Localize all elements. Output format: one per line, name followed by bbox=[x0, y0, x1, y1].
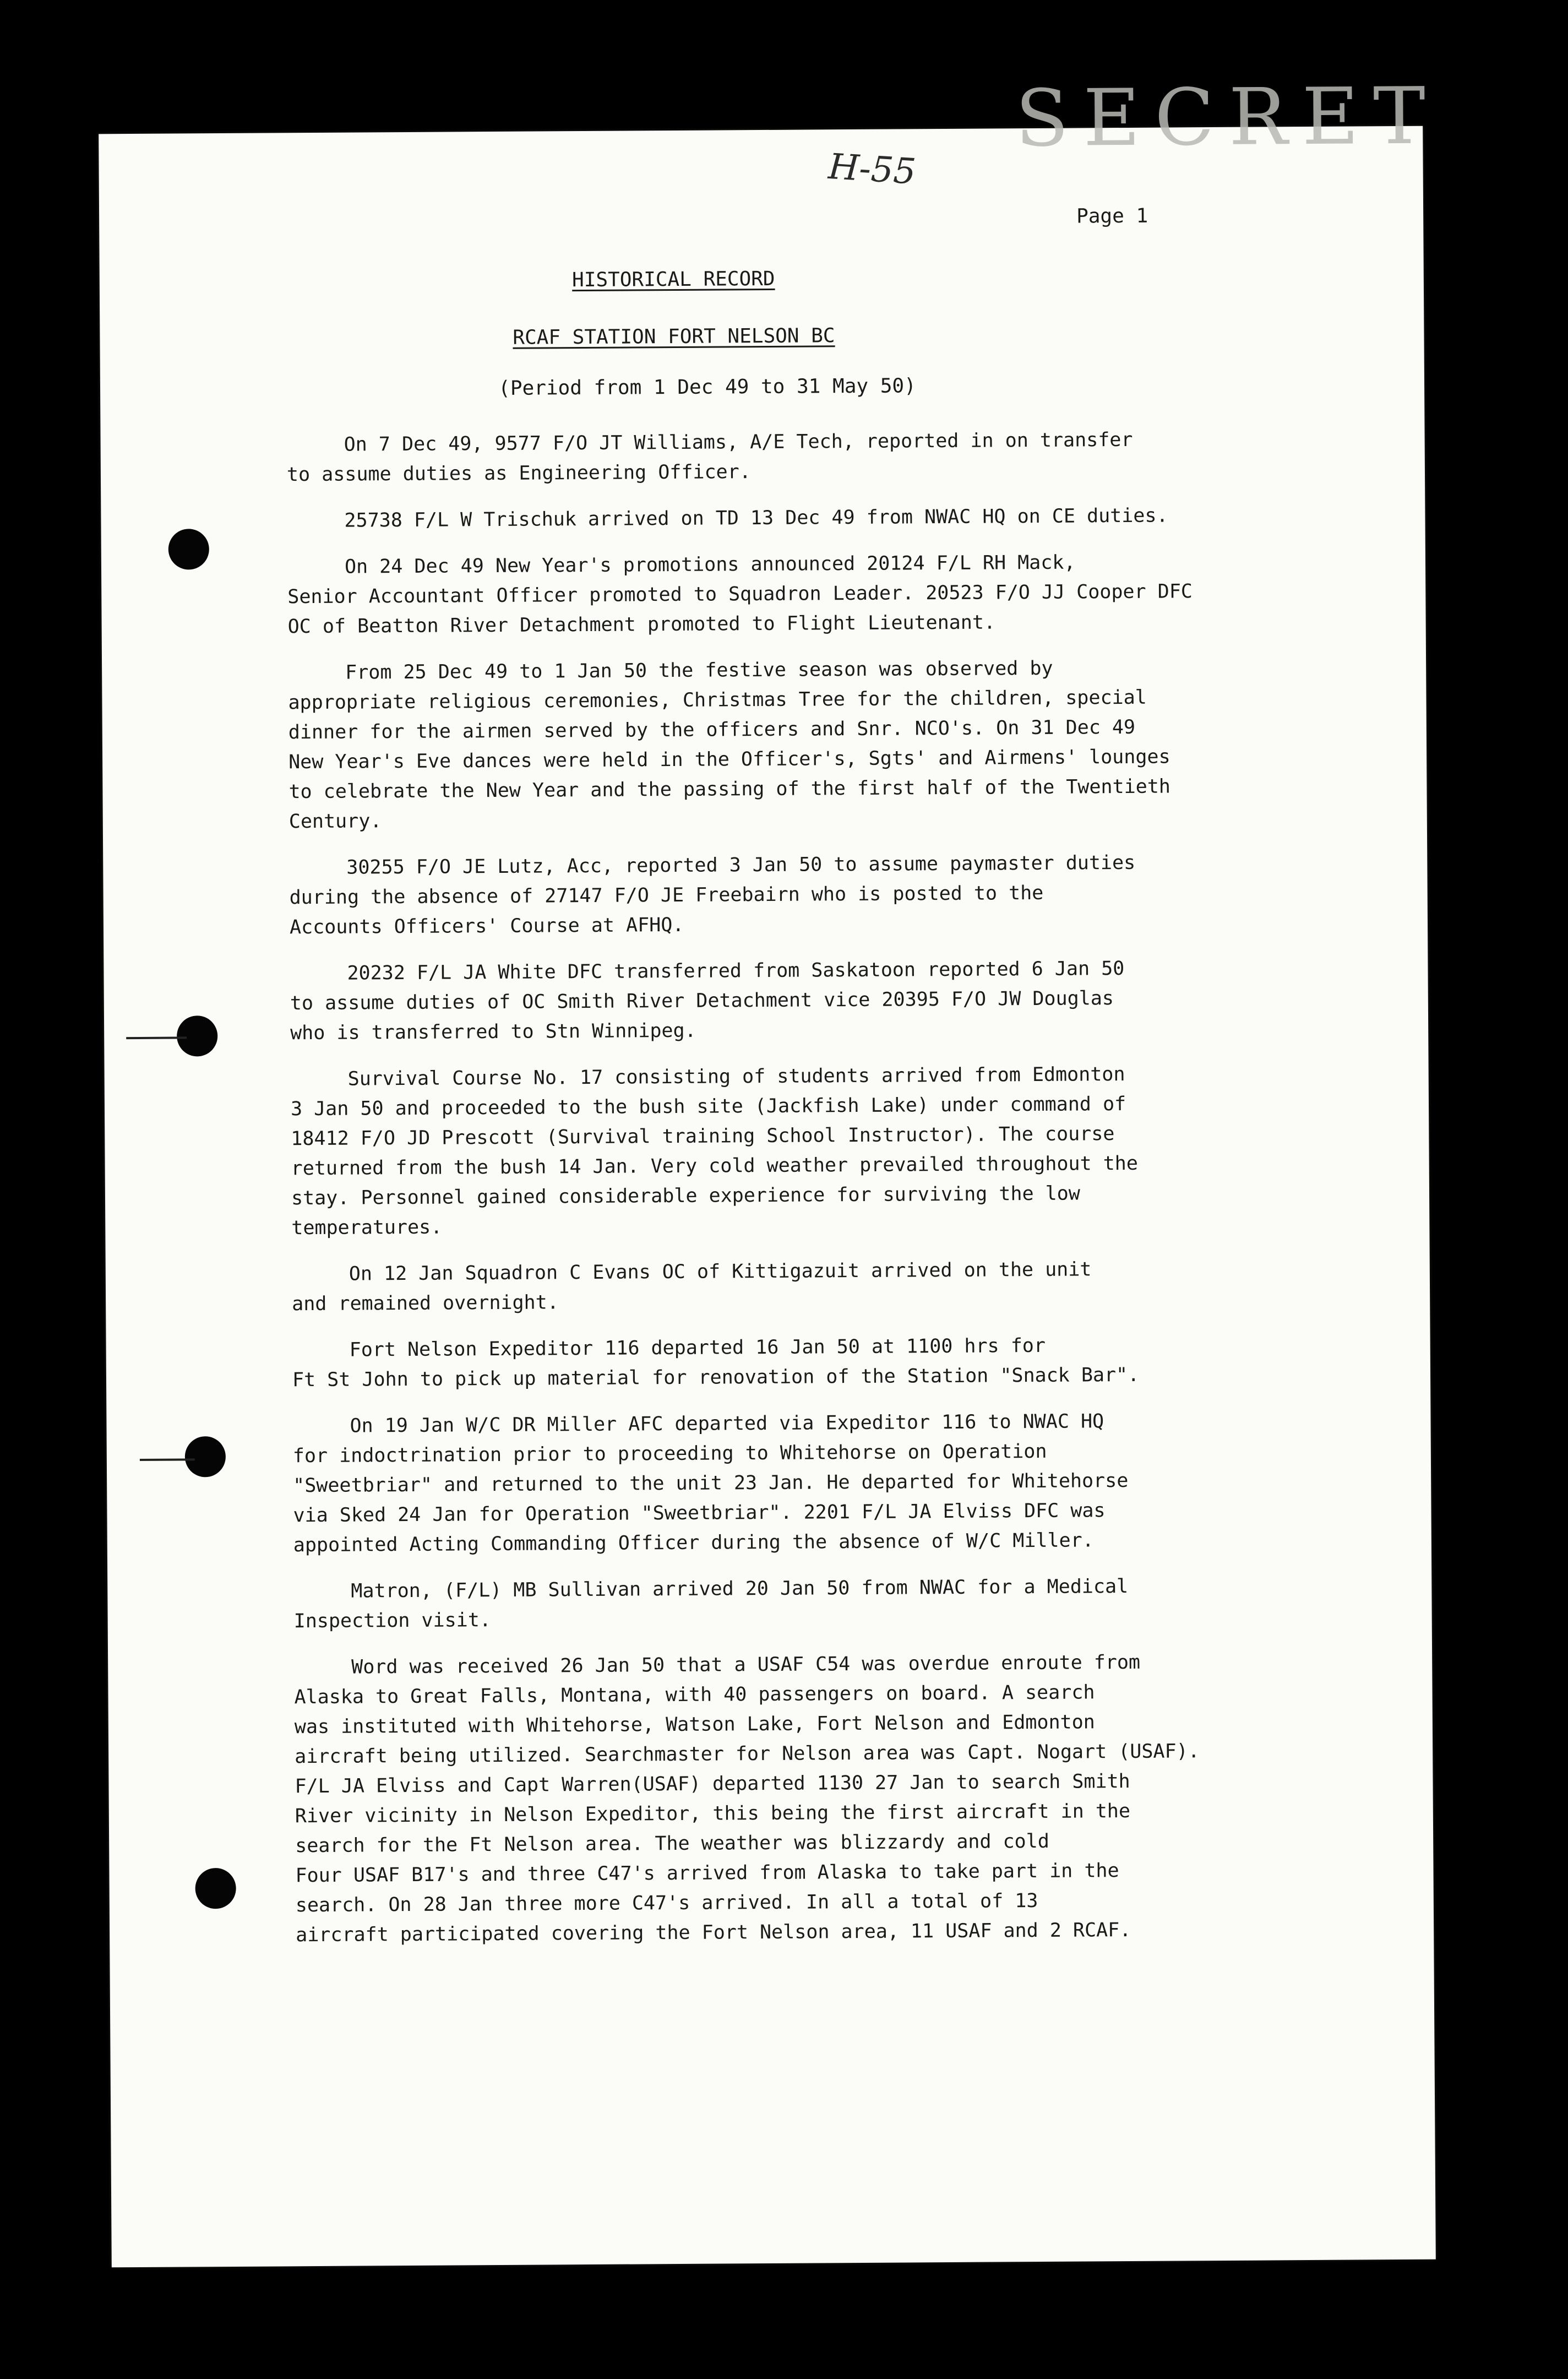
paragraph-line: to assume duties of OC Smith River Detachment vice 20395 F/O JW Douglas bbox=[290, 987, 1114, 1015]
paragraph-line: stay. Personnel gained considerable experience for surviving the low bbox=[291, 1182, 1080, 1210]
paragraph-line: Fort Nelson Expeditor 116 departed 16 Jan 50 at 1100 hrs for bbox=[349, 1334, 1046, 1361]
document-page bbox=[99, 70, 1440, 2268]
paragraph-line: 25738 F/L W Trischuk arrived on TD 13 Dec 49 from NWAC HQ on CE duties. bbox=[344, 504, 1168, 532]
paragraph-line: Inspection visit. bbox=[293, 1609, 492, 1633]
paragraph-line: "Sweetbriar" and returned to the unit 23 Jan. He departed for Whitehorse bbox=[293, 1470, 1129, 1497]
handwritten-file-number: H-55 bbox=[827, 146, 917, 193]
paragraph-line: River vicinity in Nelson Expeditor, this being the first aircraft in the bbox=[295, 1800, 1131, 1828]
paragraph-line: during the absence of 27147 F/O JE Freebairn who is posted to the bbox=[289, 882, 1044, 909]
paragraph-line: OC of Beatton River Detachment promoted to Flight Lieutenant. bbox=[287, 611, 996, 638]
punch-hole-2 bbox=[177, 1015, 217, 1056]
paragraph-line: From 25 Dec 49 to 1 Jan 50 the festive season was observed by bbox=[345, 657, 1053, 684]
record-paragraph bbox=[287, 546, 1334, 642]
record-paragraph bbox=[288, 652, 1335, 837]
paragraph-line: aircraft being utilized. Searchmaster for Nelson area was Capt. Nogart (USAF). bbox=[295, 1740, 1200, 1768]
record-paragraph bbox=[289, 847, 1336, 943]
station-heading-text: RCAF STATION FORT NELSON BC bbox=[513, 324, 835, 349]
paragraph-line: search. On 28 Jan three more C47's arrived. In all a total of 13 bbox=[295, 1890, 1038, 1917]
page-title-text: HISTORICAL RECORD bbox=[571, 267, 775, 292]
paragraph-line: Century. bbox=[288, 810, 382, 833]
record-paragraph bbox=[292, 1405, 1340, 1561]
record-paragraph bbox=[286, 424, 1333, 490]
record-paragraph bbox=[290, 953, 1336, 1049]
paragraph-line: and remained overnight. bbox=[292, 1291, 559, 1316]
paragraph-line: to assume duties as Engineering Officer. bbox=[286, 461, 751, 486]
paragraph-line: was instituted with Whitehorse, Watson Lake, Fort Nelson and Edmonton bbox=[294, 1711, 1095, 1739]
paragraph-line: Senior Accountant Officer promoted to Squadron Leader. 20523 F/O JJ Cooper DFC bbox=[287, 580, 1193, 609]
punch-mark-line-1 bbox=[126, 1036, 187, 1039]
record-paragraph bbox=[294, 1647, 1342, 1951]
paragraph-line: Four USAF B17's and three C47's arrived from Alaska to take part in the bbox=[295, 1860, 1119, 1887]
paragraph-line: New Year's Eve dances were held in the Officer's, Sgts' and Airmens' lounges bbox=[288, 746, 1170, 774]
paragraph-line: appointed Acting Commanding Officer during the absence of W/C Miller. bbox=[293, 1529, 1094, 1557]
station-heading bbox=[12, 318, 1336, 356]
record-paragraph bbox=[291, 1058, 1338, 1243]
paragraph-line: 18412 F/O JD Prescott (Survival training School Instructor). The course bbox=[291, 1123, 1115, 1150]
record-paragraph bbox=[287, 500, 1333, 536]
punch-hole-1 bbox=[168, 529, 209, 569]
paragraph-line: appropriate religious ceremonies, Christmas Tree for the children, special bbox=[288, 686, 1147, 714]
page-title bbox=[12, 261, 1336, 299]
paragraph-line: who is transferred to Stn Winnipeg. bbox=[290, 1019, 696, 1045]
paragraph-line: Word was received 26 Jan 50 that a USAF C54 was overdue enroute from bbox=[351, 1651, 1141, 1679]
secret-stamp: SECRET bbox=[1015, 70, 1440, 165]
record-paragraph bbox=[292, 1253, 1338, 1319]
paragraph-line: for indoctrination prior to proceeding to Whitehorse on Operation bbox=[292, 1440, 1047, 1468]
paragraph-line: search for the Ft Nelson area. The weather was blizzardy and cold bbox=[295, 1830, 1049, 1857]
paragraph-line: On 7 Dec 49, 9577 F/O JT Williams, A/E Tech, reported in on transfer bbox=[344, 428, 1133, 456]
record-paragraph bbox=[292, 1329, 1339, 1395]
record-paragraph bbox=[293, 1571, 1340, 1637]
record-body bbox=[286, 424, 1342, 1967]
paragraph-line: On 12 Jan Squadron C Evans OC of Kittigazuit arrived on the unit bbox=[349, 1258, 1092, 1285]
paragraph-line: 30255 F/O JE Lutz, Acc, reported 3 Jan 50 to assume paymaster duties bbox=[346, 851, 1136, 879]
paragraph-line: temperatures. bbox=[291, 1216, 443, 1240]
paragraph-line: Accounts Officers' Course at AFHQ. bbox=[289, 914, 684, 939]
paragraph-line: aircraft participated covering the Fort Nelson area, 11 USAF and 2 RCAF. bbox=[296, 1919, 1131, 1947]
paragraph-line: via Sked 24 Jan for Operation "Sweetbriar". 2201 F/L JA Elviss DFC was bbox=[293, 1500, 1106, 1527]
paragraph-line: Survival Course No. 17 consisting of students arrived from Edmonton bbox=[347, 1063, 1125, 1090]
page-content bbox=[99, 70, 1440, 2268]
paragraph-line: On 19 Jan W/C DR Miller AFC departed via Expeditor 116 to NWAC HQ bbox=[350, 1410, 1104, 1437]
punch-mark-line-2 bbox=[140, 1458, 195, 1461]
paragraph-line: Ft St John to pick up material for renovation of the Station "Snack Bar". bbox=[292, 1364, 1140, 1392]
paragraph-line: Matron, (F/L) MB Sullivan arrived 20 Jan 50 from NWAC for a Medical bbox=[351, 1576, 1129, 1603]
paragraph-line: F/L JA Elviss and Capt Warren(USAF) departed 1130 27 Jan to search Smith bbox=[295, 1770, 1130, 1798]
page-number: Page 1 bbox=[1076, 204, 1148, 228]
paragraph-line: dinner for the airmen served by the officers and Snr. NCO's. On 31 Dec 49 bbox=[288, 716, 1136, 744]
punch-hole-3 bbox=[185, 1436, 226, 1477]
period-line: (Period from 1 Dec 49 to 31 May 50) bbox=[498, 374, 916, 400]
paragraph-line: 20232 F/L JA White DFC transferred from Saskatoon reported 6 Jan 50 bbox=[347, 958, 1125, 985]
paragraph-line: On 24 Dec 49 New Year's promotions announced 20124 F/L RH Mack, bbox=[344, 551, 1076, 578]
paragraph-line: Alaska to Great Falls, Montana, with 40 passengers on board. A search bbox=[294, 1681, 1095, 1709]
punch-hole-4 bbox=[195, 1868, 236, 1909]
paragraph-line: to celebrate the New Year and the passing of the first half of the Twentieth bbox=[288, 775, 1171, 803]
paragraph-line: 3 Jan 50 and proceeded to the bush site (Jackfish Lake) under command of bbox=[290, 1093, 1126, 1121]
paragraph-line: returned from the bush 14 Jan. Very cold weather prevailed throughout the bbox=[291, 1152, 1139, 1180]
